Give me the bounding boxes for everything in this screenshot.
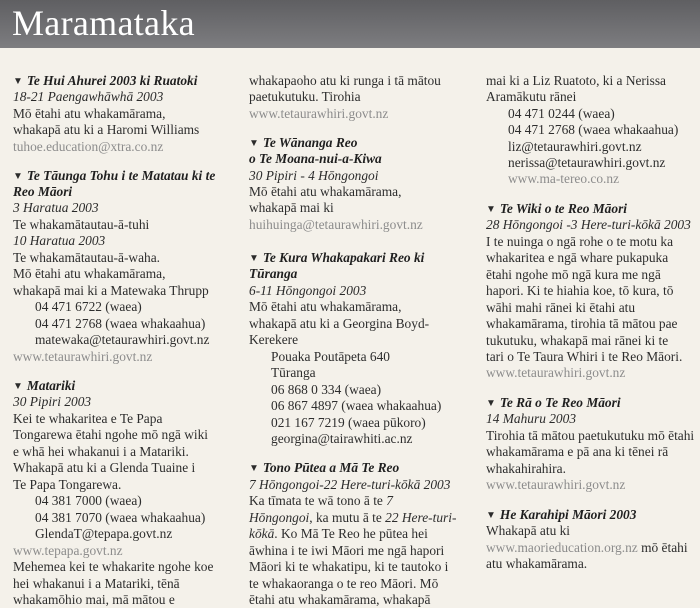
line-text: whakamārama, tirohia tā mātou pae bbox=[486, 316, 678, 331]
body-text bbox=[271, 430, 412, 447]
line-text: tukutuku, whakapā mai rānei ki te bbox=[486, 333, 669, 348]
line-text: 04 471 6722 (waea) bbox=[35, 299, 142, 314]
bullet-triangle-icon: ▼ bbox=[13, 381, 23, 392]
body-text bbox=[271, 397, 441, 414]
line-text: 04 471 2768 (waea whakaahua) bbox=[508, 122, 679, 137]
line-text: 021 167 7219 (waea pūkoro) bbox=[271, 415, 426, 430]
bullet-triangle-icon: ▼ bbox=[249, 463, 259, 474]
body-text bbox=[249, 492, 393, 509]
line-text: Kerekere bbox=[249, 332, 299, 347]
web-link[interactable] bbox=[486, 364, 625, 381]
body-text bbox=[486, 315, 677, 332]
body-text bbox=[249, 558, 448, 575]
body-text bbox=[508, 121, 678, 138]
bullet-triangle-icon: ▼ bbox=[249, 138, 259, 149]
line-text: Te Tāunga Tohu i te Matatau ki te bbox=[26, 168, 216, 183]
page-header bbox=[0, 0, 700, 48]
line-text: matewaka@tetaurawhiri.govt.nz bbox=[35, 332, 210, 347]
web-link[interactable] bbox=[13, 542, 123, 559]
body-text bbox=[249, 525, 428, 542]
event-date bbox=[486, 410, 576, 427]
line-text: I te nuinga o ngā rohe o te motu ka bbox=[486, 234, 674, 249]
line-text: hei whakanui i a Matariki, tēnā bbox=[13, 576, 180, 591]
line-text: 30 Pipiri 2003 bbox=[13, 394, 92, 409]
line-text: nerissa@tetaurawhiri.govt.nz bbox=[508, 155, 666, 170]
body-text bbox=[249, 298, 401, 315]
web-link[interactable] bbox=[249, 105, 388, 122]
line-text: 04 381 7070 (waea whakaahua) bbox=[35, 510, 206, 525]
body-text bbox=[13, 443, 189, 460]
line-text: 06 868 0 334 (waea) bbox=[271, 382, 382, 397]
bullet-triangle-icon: ▼ bbox=[486, 398, 496, 409]
line-text: Whakapā atu ki a Glenda Tuaine i bbox=[13, 460, 196, 475]
body-text bbox=[35, 525, 172, 542]
line-text: tuhoe.education@xtra.co.nz bbox=[13, 139, 164, 154]
line-text: Te Rā o Te Reo Māori bbox=[499, 395, 621, 410]
body-text bbox=[35, 492, 142, 509]
body-text bbox=[249, 331, 298, 348]
body-text bbox=[508, 105, 615, 122]
line-text: Pouaka Poutāpeta 640 bbox=[271, 349, 391, 364]
bullet-triangle-icon: ▼ bbox=[486, 510, 496, 521]
body-text bbox=[249, 542, 444, 559]
body-text bbox=[13, 459, 195, 476]
line-text: whakapā mai ki bbox=[249, 200, 334, 215]
event-date bbox=[13, 232, 105, 249]
line-text: Tono Pūtea a Mā Te Reo bbox=[262, 460, 400, 475]
body-text bbox=[249, 72, 441, 89]
event-date bbox=[249, 282, 366, 299]
line-text: Ka tīmata te wā tono ā te 7 bbox=[249, 493, 393, 508]
line-text: te whakaoranga o te reo Māori. Mō bbox=[249, 576, 439, 591]
body-text bbox=[486, 233, 673, 250]
line-text: whakapā atu ki a Georgina Boyd- bbox=[249, 316, 430, 331]
line-text: Mō ētahi atu whakamārama, bbox=[13, 266, 166, 281]
body-text bbox=[486, 88, 576, 105]
line-text: mai ki a Liz Ruatoto, ki a Nerissa bbox=[486, 73, 666, 88]
line-text: Tirohia tā mātou paetukutuku mō ētahi bbox=[486, 428, 695, 443]
body-text bbox=[486, 460, 566, 477]
line-text: Te Wiki o te Reo Māori bbox=[499, 201, 627, 216]
event-date bbox=[13, 393, 91, 410]
body-text bbox=[13, 558, 213, 575]
body-text bbox=[13, 426, 208, 443]
line-text: Hōngongoi, ka mutu ā te 22 Here-turi- bbox=[249, 510, 457, 525]
line-text: whakapaoho atu ki runga i tā mātou bbox=[249, 73, 441, 88]
body-text bbox=[508, 154, 665, 171]
body-text bbox=[486, 299, 635, 316]
body-text bbox=[271, 348, 390, 365]
web-link[interactable] bbox=[486, 476, 625, 493]
line-text: 14 Mahuru 2003 bbox=[486, 411, 577, 426]
body-text bbox=[249, 88, 361, 105]
line-text: 28 Hōngongoi -3 Here-turi-kōkā 2003 bbox=[486, 217, 691, 232]
event-title bbox=[249, 150, 382, 167]
body-text bbox=[13, 105, 165, 122]
line-text: āwhina i te iwi Māori me ngā hapori bbox=[249, 543, 445, 558]
line-text: 04 471 0244 (waea) bbox=[508, 106, 615, 121]
body-text bbox=[486, 539, 688, 556]
body-text bbox=[486, 72, 666, 89]
line-text: www.tetaurawhiri.govt.nz bbox=[13, 349, 153, 364]
body-text bbox=[271, 364, 316, 381]
web-link[interactable] bbox=[13, 348, 152, 365]
line-text: Te Papa Tongarewa. bbox=[13, 477, 122, 492]
line-text: whakaritea e ngā whare pukapuka bbox=[486, 250, 669, 265]
body-text bbox=[35, 298, 142, 315]
line-text: e whā hei whakanui i a Matariki. bbox=[13, 444, 189, 459]
line-text: Mō ētahi atu whakamārama, bbox=[249, 299, 402, 314]
line-text: paetukutuku. Tirohia bbox=[249, 89, 361, 104]
body-text bbox=[249, 183, 401, 200]
line-text: Te whakamātautau-ā-waha. bbox=[13, 250, 161, 265]
body-text bbox=[13, 249, 160, 266]
event-date bbox=[13, 88, 163, 105]
body-text bbox=[486, 282, 673, 299]
line-text: hapori. Ki te hiahia koe, tō kura, tō bbox=[486, 283, 674, 298]
body-text bbox=[35, 315, 205, 332]
body-text bbox=[486, 266, 661, 283]
line-text: wāhi mahi rānei ki ētahi atu bbox=[486, 300, 636, 315]
body-text bbox=[13, 476, 121, 493]
body-text bbox=[35, 509, 205, 526]
event-title bbox=[13, 183, 72, 200]
body-text bbox=[35, 331, 209, 348]
line-text: 06 867 4897 (waea whakaahua) bbox=[271, 398, 442, 413]
event-title bbox=[249, 265, 297, 282]
body-text bbox=[249, 315, 429, 332]
line-text: whakapā atu ki a Haromi Williams bbox=[13, 122, 200, 137]
line-text: 7 Hōngongoi-22 Here-turi-kōkā 2003 bbox=[249, 477, 451, 492]
line-text: atu whakamārama. bbox=[486, 556, 588, 571]
body-text bbox=[13, 410, 162, 427]
event-date bbox=[486, 216, 691, 233]
web-link[interactable] bbox=[508, 170, 619, 187]
line-text: tari o Te Taura Whiri i te Reo Māori. bbox=[486, 349, 683, 364]
line-text: Māori ki te whakatipu, ki te tautoko i bbox=[249, 559, 449, 574]
line-text: Tūranga bbox=[249, 266, 298, 281]
body-text bbox=[13, 265, 165, 282]
line-text: www.tetaurawhiri.govt.nz bbox=[486, 365, 626, 380]
body-text bbox=[249, 591, 430, 608]
line-text: Whakapā atu ki bbox=[486, 523, 571, 538]
line-text: 10 Haratua 2003 bbox=[13, 233, 106, 248]
line-text: kōkā. Ko Mā Te Reo he pūtea hei bbox=[249, 526, 428, 541]
line-text: 04 471 2768 (waea whakaahua) bbox=[35, 316, 206, 331]
line-text: Mō ētahi atu whakamārama, bbox=[13, 106, 166, 121]
line-text: GlendaT@tepapa.govt.nz bbox=[35, 526, 173, 541]
event-date bbox=[13, 199, 99, 216]
line-text: ētahi atu whakamārama, whakapā bbox=[249, 592, 431, 607]
line-text: 04 381 7000 (waea) bbox=[35, 493, 142, 508]
body-text bbox=[13, 575, 180, 592]
body-text bbox=[486, 332, 668, 349]
line-text: whakamōhio mai, mā mātou e bbox=[13, 592, 175, 607]
line-text: Tūranga bbox=[271, 365, 316, 380]
body-text bbox=[249, 199, 334, 216]
line-text: Mehemea kei te whakarite ngohe koe bbox=[13, 559, 214, 574]
line-text: www.tetaurawhiri.govt.nz bbox=[249, 106, 389, 121]
line-text: ētahi ngohe mō ngā kura me ngā bbox=[486, 267, 661, 282]
line-text: Mō ētahi atu whakamārama, bbox=[249, 184, 402, 199]
body-text bbox=[486, 427, 694, 444]
body-text bbox=[486, 348, 682, 365]
line-text: whakahirahira. bbox=[486, 461, 566, 476]
line-text: 30 Pipiri - 4 Hōngongoi bbox=[249, 168, 379, 183]
body-text bbox=[13, 216, 149, 233]
body-text bbox=[271, 414, 426, 431]
line-text: whakapā mai ki a Matewaka Thrupp bbox=[13, 283, 209, 298]
line-text: Reo Māori bbox=[13, 184, 73, 199]
body-text bbox=[486, 522, 570, 539]
line-text: whakamārama e pā ana ki tēnei rā bbox=[486, 444, 669, 459]
body-text bbox=[13, 591, 175, 608]
body-text bbox=[486, 443, 668, 460]
line-text: www.tetaurawhiri.govt.nz bbox=[486, 477, 626, 492]
line-text: georgina@tairawhiti.ac.nz bbox=[271, 431, 413, 446]
body-text bbox=[13, 121, 199, 138]
body-text bbox=[271, 381, 381, 398]
line-text: www.tepapa.govt.nz bbox=[13, 543, 123, 558]
line-text: Tongarewa ētahi ngohe mō ngā wiki bbox=[13, 427, 209, 442]
bullet-triangle-icon: ▼ bbox=[486, 204, 496, 215]
event-date bbox=[249, 476, 450, 493]
line-text: Aramākutu rānei bbox=[486, 89, 577, 104]
line-text: www.maorieducation.org.nz mō ētahi bbox=[486, 540, 688, 555]
line-text: 18-21 Paengawhāwhā 2003 bbox=[13, 89, 164, 104]
line-text: Kei te whakaritea e Te Papa bbox=[13, 411, 163, 426]
bullet-triangle-icon: ▼ bbox=[13, 171, 23, 182]
body-text bbox=[249, 509, 456, 526]
page-title: Maramataka bbox=[12, 3, 195, 43]
line-text: Matariki bbox=[26, 378, 76, 393]
line-text: 3 Haratua 2003 bbox=[13, 200, 99, 215]
event-date bbox=[249, 167, 378, 184]
body-text bbox=[508, 138, 642, 155]
line-text: Te Kura Whakapakari Reo ki bbox=[262, 250, 425, 265]
body-text bbox=[249, 575, 438, 592]
line-text: Te whakamātautau-ā-tuhi bbox=[13, 217, 150, 232]
line-text: Te Wānanga Reo bbox=[262, 135, 358, 150]
bullet-triangle-icon: ▼ bbox=[249, 253, 259, 264]
body-text bbox=[13, 282, 209, 299]
line-text: www.ma-tereo.co.nz bbox=[508, 171, 620, 186]
body-text bbox=[486, 249, 668, 266]
line-text: Te Hui Ahurei 2003 ki Ruatoki bbox=[26, 73, 198, 88]
line-text: o Te Moana-nui-a-Kiwa bbox=[249, 151, 382, 166]
line-text: 6-11 Hōngongoi 2003 bbox=[249, 283, 367, 298]
web-link[interactable] bbox=[13, 138, 163, 155]
body-text bbox=[486, 555, 587, 572]
line-text: huihuinga@tetaurawhiri.govt.nz bbox=[249, 217, 423, 232]
bullet-triangle-icon: ▼ bbox=[13, 76, 23, 87]
web-link[interactable] bbox=[249, 216, 423, 233]
line-text: liz@tetaurawhiri.govt.nz bbox=[508, 139, 642, 154]
line-text: He Karahipi Māori 2003 bbox=[499, 507, 637, 522]
